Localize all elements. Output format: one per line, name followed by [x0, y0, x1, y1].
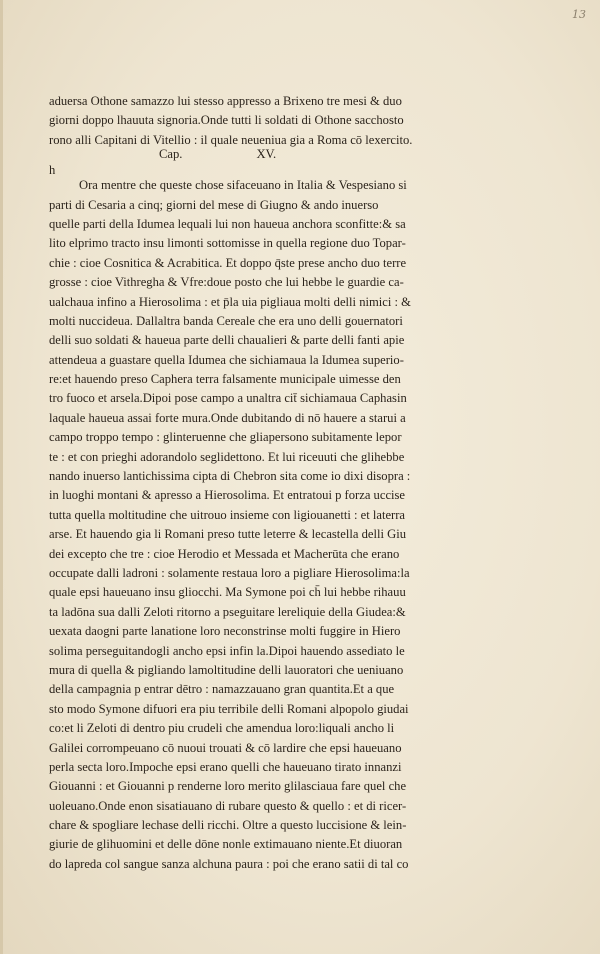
- text-line: laquale haueua assai forte mura.Onde dubitando di nō hauere a starui a: [49, 410, 406, 425]
- guide-letter: h: [49, 163, 56, 177]
- text-line: giurie de glihuomini et delle dōne nonle extimauano niente.Et diuoran: [49, 837, 403, 852]
- chapter-label: Cap.: [159, 147, 183, 161]
- text-line: campo troppo tempo : glinteruenne che gliapersono subitamente lepor: [49, 430, 402, 445]
- text-line: solima perseguitandogli ancho epsi infin la.Dipoi hauendo assediato le: [49, 643, 405, 658]
- text-line: occupate dalli ladroni : solamente restaua loro a pigliare Hierosolima:la: [49, 565, 410, 580]
- text-line: grosse : cioe Vithregha & Vfre:doue posto che lui hebbe le guardie ca-: [49, 275, 404, 290]
- text-line: aduersa Othone samazzo lui stesso appresso a Brixeno tre mesi & duo: [49, 94, 402, 108]
- text-line: parti di Cesaria a cinq; giorni del mese di Giugno & ando inuerso: [49, 197, 379, 212]
- text-line: uoleuano.Onde enon sisatiauano di rubare questo & quello : et di ricer-: [49, 798, 407, 813]
- text-line: nando inuerso lantichissima cipta di Chebron sita come io dixi disopra :: [49, 469, 411, 484]
- text-line: mura di quella & pigliando lamoltitudine delli lauoratori che ueniuano: [49, 662, 404, 677]
- text-line: ta ladōna sua dalli Zeloti ritorno a pseguitare lereliquie della Giudea:&: [49, 604, 406, 619]
- text-line: arse. Et hauendo gia li Romani preso tutte leterre & lecastella delli Giu: [49, 527, 407, 542]
- text-line: quale epsi haueuano insu gliocchi. Ma Symone poi ch̄ lui hebbe rihauu: [49, 585, 406, 600]
- text-line: giorni doppo lhauuta signoria.Onde tutti li soldati di Othone sacchosto: [49, 113, 404, 128]
- text-line: sto modo Symone difuori era piu terribile delli Romani alpopolo giudai: [49, 701, 409, 716]
- text-line: molti nuccideua. Dallaltra banda Cereale che era uno delli gouernatori: [49, 313, 403, 328]
- text-line: tutta quella moltitudine che uitrouo insieme con ligiouanetti : et laterra: [49, 507, 406, 522]
- folio-number: 13: [572, 8, 586, 21]
- text-line: Ora mentre che queste chose sifaceuano in Italia & Vespesiano si: [79, 178, 407, 193]
- text-line: tro fuoco et arsela.Dipoi pose campo a unaltra cit̄ sichiamaua Caphasin: [49, 391, 407, 406]
- text-line: ualchaua infino a Hierosolima : et p̄la uia pigliaua molti delli nimici : &: [49, 294, 411, 309]
- text-line: te : et con prieghi adorandolo seglidettono. Et lui riceuuti che glihebbe: [49, 449, 405, 464]
- text-line: lito elprimo tracto insu limonti sottomisse in quella regione duo Topar-: [49, 236, 406, 251]
- body-text: [49, 92, 477, 874]
- text-line: chie : cioe Cosnitica & Acrabitica. Et doppo q̄ste prese ancho duo terre: [49, 255, 407, 270]
- text-line: Galilei corrompeuano cō nuoui trouati & cō lardire che epsi haueuano: [49, 740, 402, 755]
- chapter-number: XV.: [256, 147, 277, 161]
- text-block-after-chapter: [49, 176, 477, 874]
- text-line: perla secta loro.Impoche epsi erano quelli che haueuano tirato innanzi: [49, 759, 402, 774]
- text-line: rono alli Capitani di Vitellio : il quale neueniua gia a Roma cō lexercito.: [49, 132, 413, 147]
- text-line: in luoghi montani & apresso a Hierosolima. Et entratoui p forza uccise: [49, 488, 406, 503]
- text-line: re:et hauendo preso Caphera terra falsamente municipale uimesse den: [49, 372, 401, 387]
- text-line: co:et li Zeloti di dentro piu crudeli che amendua loro:liquali ancho li: [49, 721, 395, 736]
- text-block-before-chapter: [49, 92, 477, 150]
- text-line: do lapreda col sangue sanza alchuna paura : poi che erano satii di tal co: [49, 856, 409, 871]
- text-line: delli suo soldati & haueua parte delli chaualieri & parte delli fanti apie: [49, 333, 405, 348]
- text-line: quelle parti della Idumea lequali lui non haueua anchora sconfitte:& sa: [49, 216, 406, 231]
- text-line: della campagnia p entrar dētro : namazzauano gran quantita.Et a que: [49, 682, 395, 697]
- text-line: attendeua a guastare quella Idumea che sichiamaua la Idumea superio-: [49, 352, 404, 367]
- chapter-gap: [49, 150, 477, 176]
- text-line: uexata daogni parte lanatione loro neconstrinse molti fuggire in Hiero: [49, 624, 401, 639]
- text-line: Giouanni : et Giouanni p renderne loro merito glilasciaua fare quel che: [49, 779, 407, 794]
- text-line: chare & spogliare lechase delli ricchi. Oltre a questo luccisione & lein-: [49, 818, 407, 833]
- text-line: dei excepto che tre : cioe Herodio et Messada et Macherūta che erano: [49, 546, 400, 561]
